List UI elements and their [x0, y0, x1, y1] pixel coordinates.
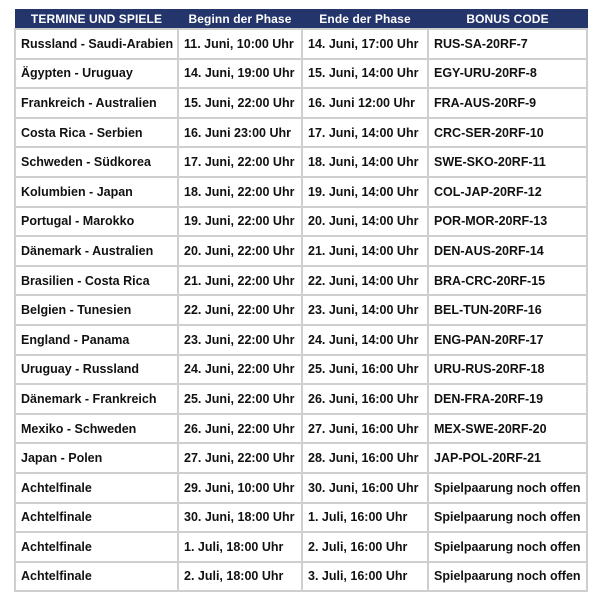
match-cell: Schweden - Südkorea [15, 147, 178, 177]
match-cell: Costa Rica - Serbien [15, 118, 178, 148]
phase-end-cell: 1. Juli, 16:00 Uhr [302, 503, 428, 533]
phase-end-cell: 30. Juni, 16:00 Uhr [302, 473, 428, 503]
phase-end-cell: 3. Juli, 16:00 Uhr [302, 562, 428, 592]
bonus-code-cell: BEL-TUN-20RF-16 [428, 295, 587, 325]
table-row [15, 147, 587, 177]
bonus-code-cell: Spielpaarung noch offen [428, 473, 587, 503]
match-cell: Dänemark - Frankreich [15, 384, 178, 414]
table-row [15, 236, 587, 266]
match-cell: Russland - Saudi-Arabien [15, 29, 178, 59]
schedule-table [14, 9, 588, 592]
phase-end-cell: 14. Juni, 17:00 Uhr [302, 29, 428, 59]
bonus-code-cell: EGY-URU-20RF-8 [428, 59, 587, 89]
match-cell: Achtelfinale [15, 503, 178, 533]
phase-start-cell: 27. Juni, 22:00 Uhr [178, 443, 302, 473]
bonus-code-cell: Spielpaarung noch offen [428, 503, 587, 533]
phase-end-cell: 18. Juni, 14:00 Uhr [302, 147, 428, 177]
header-phase-end: Ende der Phase [302, 10, 428, 30]
table-row [15, 562, 587, 592]
phase-start-cell: 26. Juni, 22:00 Uhr [178, 414, 302, 444]
table-row [15, 88, 587, 118]
header-phase-start: Beginn der Phase [178, 10, 302, 30]
phase-end-cell: 26. Juni, 16:00 Uhr [302, 384, 428, 414]
phase-end-cell: 25. Juni, 16:00 Uhr [302, 355, 428, 385]
table-row [15, 325, 587, 355]
phase-end-cell: 2. Juli, 16:00 Uhr [302, 532, 428, 562]
match-cell: Frankreich - Australien [15, 88, 178, 118]
phase-end-cell: 23. Juni, 14:00 Uhr [302, 295, 428, 325]
match-cell: Mexiko - Schweden [15, 414, 178, 444]
table-row [15, 118, 587, 148]
bonus-code-schedule [14, 9, 586, 592]
match-cell: Brasilien - Costa Rica [15, 266, 178, 296]
table-row [15, 532, 587, 562]
table-row [15, 295, 587, 325]
bonus-code-cell: Spielpaarung noch offen [428, 562, 587, 592]
table-row [15, 503, 587, 533]
bonus-code-cell: COL-JAP-20RF-12 [428, 177, 587, 207]
phase-start-cell: 16. Juni 23:00 Uhr [178, 118, 302, 148]
phase-start-cell: 2. Juli, 18:00 Uhr [178, 562, 302, 592]
match-cell: Ägypten - Uruguay [15, 59, 178, 89]
phase-end-cell: 27. Juni, 16:00 Uhr [302, 414, 428, 444]
phase-end-cell: 17. Juni, 14:00 Uhr [302, 118, 428, 148]
phase-end-cell: 19. Juni, 14:00 Uhr [302, 177, 428, 207]
table-row [15, 443, 587, 473]
phase-start-cell: 21. Juni, 22:00 Uhr [178, 266, 302, 296]
phase-end-cell: 22. Juni, 14:00 Uhr [302, 266, 428, 296]
table-row [15, 59, 587, 89]
phase-end-cell: 28. Juni, 16:00 Uhr [302, 443, 428, 473]
bonus-code-cell: DEN-AUS-20RF-14 [428, 236, 587, 266]
phase-start-cell: 18. Juni, 22:00 Uhr [178, 177, 302, 207]
match-cell: Portugal - Marokko [15, 207, 178, 237]
bonus-code-cell: DEN-FRA-20RF-19 [428, 384, 587, 414]
phase-start-cell: 29. Juni, 10:00 Uhr [178, 473, 302, 503]
bonus-code-cell: CRC-SER-20RF-10 [428, 118, 587, 148]
phase-end-cell: 20. Juni, 14:00 Uhr [302, 207, 428, 237]
phase-start-cell: 23. Juni, 22:00 Uhr [178, 325, 302, 355]
phase-end-cell: 24. Juni, 14:00 Uhr [302, 325, 428, 355]
phase-start-cell: 30. Juni, 18:00 Uhr [178, 503, 302, 533]
bonus-code-cell: BRA-CRC-20RF-15 [428, 266, 587, 296]
table-row [15, 355, 587, 385]
phase-start-cell: 1. Juli, 18:00 Uhr [178, 532, 302, 562]
bonus-code-cell: MEX-SWE-20RF-20 [428, 414, 587, 444]
match-cell: Achtelfinale [15, 532, 178, 562]
header-matches: TERMINE UND SPIELE [15, 10, 178, 30]
bonus-code-cell: Spielpaarung noch offen [428, 532, 587, 562]
phase-start-cell: 17. Juni, 22:00 Uhr [178, 147, 302, 177]
bonus-code-cell: ENG-PAN-20RF-17 [428, 325, 587, 355]
phase-start-cell: 11. Juni, 10:00 Uhr [178, 29, 302, 59]
phase-start-cell: 15. Juni, 22:00 Uhr [178, 88, 302, 118]
table-row [15, 29, 587, 59]
table-row [15, 177, 587, 207]
match-cell: Uruguay - Russland [15, 355, 178, 385]
bonus-code-cell: FRA-AUS-20RF-9 [428, 88, 587, 118]
table-row [15, 266, 587, 296]
match-cell: Belgien - Tunesien [15, 295, 178, 325]
phase-start-cell: 25. Juni, 22:00 Uhr [178, 384, 302, 414]
table-row [15, 414, 587, 444]
match-cell: Dänemark - Australien [15, 236, 178, 266]
bonus-code-cell: POR-MOR-20RF-13 [428, 207, 587, 237]
match-cell: England - Panama [15, 325, 178, 355]
bonus-code-cell: JAP-POL-20RF-21 [428, 443, 587, 473]
phase-start-cell: 24. Juni, 22:00 Uhr [178, 355, 302, 385]
match-cell: Japan - Polen [15, 443, 178, 473]
bonus-code-cell: URU-RUS-20RF-18 [428, 355, 587, 385]
phase-end-cell: 21. Juni, 14:00 Uhr [302, 236, 428, 266]
phase-start-cell: 14. Juni, 19:00 Uhr [178, 59, 302, 89]
match-cell: Kolumbien - Japan [15, 177, 178, 207]
table-row [15, 473, 587, 503]
match-cell: Achtelfinale [15, 473, 178, 503]
phase-end-cell: 15. Juni, 14:00 Uhr [302, 59, 428, 89]
table-row [15, 384, 587, 414]
table-row [15, 207, 587, 237]
phase-start-cell: 19. Juni, 22:00 Uhr [178, 207, 302, 237]
bonus-code-cell: RUS-SA-20RF-7 [428, 29, 587, 59]
phase-start-cell: 22. Juni, 22:00 Uhr [178, 295, 302, 325]
phase-start-cell: 20. Juni, 22:00 Uhr [178, 236, 302, 266]
phase-end-cell: 16. Juni 12:00 Uhr [302, 88, 428, 118]
header-bonus-code: BONUS CODE [428, 10, 587, 30]
match-cell: Achtelfinale [15, 562, 178, 592]
bonus-code-cell: SWE-SKO-20RF-11 [428, 147, 587, 177]
table-header-row [15, 10, 587, 30]
